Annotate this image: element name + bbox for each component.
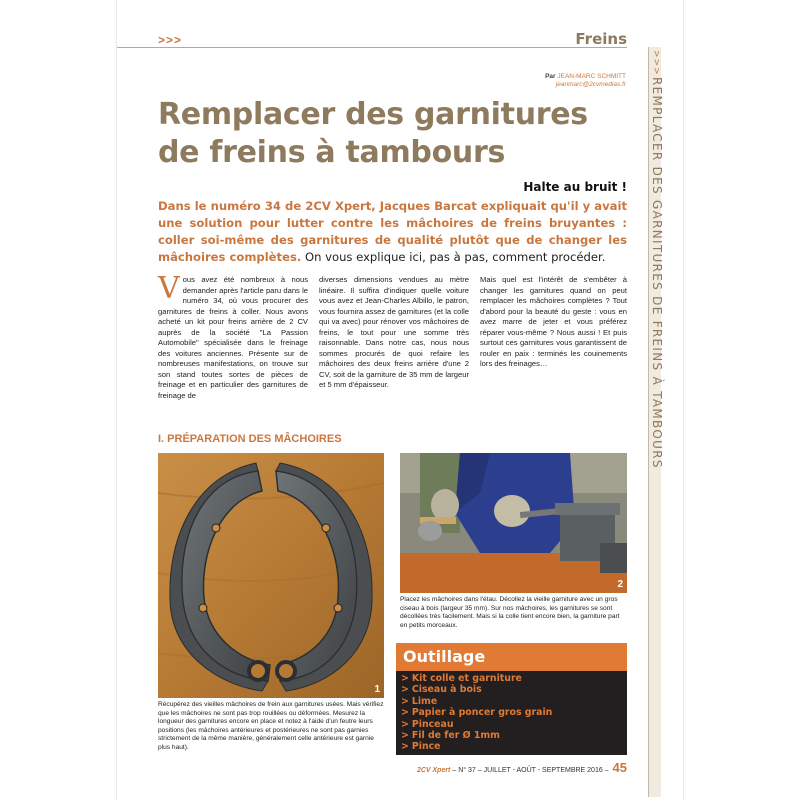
tools-item-label: Papier à poncer gros grain	[411, 707, 553, 719]
body-column-1	[158, 271, 308, 401]
tools-item-marker: >	[401, 707, 409, 719]
photo-brake-shoes	[158, 453, 384, 698]
column-1-text: ous avez été nombreux à nous demander après l'article paru dans le numéro 34, où vous procurer des garnitures de freins à coller. Nous avons acheté un kit pour freins arrière de 2 CV auprès de la société "La Passion Automobile" spécialisée dans le freinage des voitures anciennes. Présente sur de nombreuses manifestations, on trouve sur son stand toutes sortes de pièces de freinage et en particulier des garnitures de freinage de	[158, 275, 308, 400]
tools-item-label: Pince	[411, 741, 441, 753]
page-footer	[417, 760, 627, 775]
photo-workshop-vise	[400, 453, 627, 593]
byline-author: JEAN-MARC SCHMITT	[557, 73, 626, 80]
byline-email: jeanmarc@2cvmedias.fr	[555, 81, 626, 88]
side-title: REMPLACER DES GARNITURES DE FREINS À TAMBOURS	[650, 77, 664, 469]
standfirst-end: On vous explique ici, pas à pas, comment procéder.	[301, 250, 606, 264]
tools-item-label: Fil de fer Ø 1mm	[411, 730, 500, 742]
vise-chisel-illustration	[400, 453, 627, 593]
byline	[545, 73, 626, 89]
section-subhead: I. PRÉPARATION DES MÂCHOIRES	[158, 433, 342, 445]
tools-item-marker: >	[401, 673, 409, 684]
standfirst-lead: Dans le numéro 34 de 2CV Xpert, Jacques Barcat expliquait qu'il y avait une solution pour lutter contre les mâchoires de freins bruyantes : coller soi-même des garnitures de qualité plutôt que de changer les mâchoires complètes.	[158, 199, 627, 264]
article-title	[158, 96, 588, 172]
body-column-2: diverses dimensions vendues au mètre linéaire. Il suffira d'indiquer quelle voiture vous avez et Jean-Charles Albillo, le patron, vous fournira assez de garnitures (et la colle qui va avec) pour rénover vos mâchoires de freins, le tout pour une somme très raisonnable. Dans notre cas, nous nous sommes procurés de quoi refaire les mâchoires des deux freins arrière d'une 2 CV, soit de la garniture de 35 mm de largeur et 5 mm d'épaisseur.	[319, 275, 469, 389]
photo-1-caption: Récupérez des vieilles mâchoires de frein aux garnitures usées. Mais vérifiez que les mâchoires ne sont pas trop rouillées ou déformées. Mesurez la longueur des garnitures encore en place et notez à l'aide d'un feutre leurs positions (les mâchoires antérieures et postérieures ne sont pas garnies strictement de la même manière, généralement celle antérieure est garnie plus haut).	[158, 701, 384, 751]
tools-item-label: Ciseau à bois	[411, 684, 482, 696]
header-rule	[117, 47, 627, 48]
tools-item	[401, 730, 552, 741]
header-chevrons: >>>	[158, 33, 183, 47]
title-line-1: Remplacer des garnitures	[158, 97, 588, 132]
tools-item	[401, 719, 552, 730]
tools-item-label: Lime	[411, 695, 438, 707]
photo-2-caption: Placez les mâchoires dans l'étau. Décollez la vieille garniture avec un gros ciseau à bois (largeur 35 mm). Sur nos mâchoires, les garnitures se sont décollées très facilement. Mais si la colle tient encore bien, la garniture part en petits morceaux.	[400, 596, 620, 629]
footer-issue: – N° 37 – JUILLET - AOÛT - SEPTEMBRE 2016 –	[452, 767, 609, 774]
tools-item-marker: >	[401, 684, 409, 696]
tools-box-header	[396, 643, 627, 671]
tools-item-label: Pinceau	[411, 718, 454, 730]
tools-list	[401, 673, 552, 753]
tools-item	[401, 707, 552, 718]
side-chevrons: >>>	[651, 50, 661, 76]
tools-box	[396, 643, 627, 755]
photo-1-number: 1	[374, 684, 380, 695]
footer-magazine: 2CV Xpert	[416, 767, 451, 774]
tools-item	[401, 684, 552, 695]
tools-item	[401, 673, 552, 684]
standfirst	[158, 198, 627, 266]
tools-title: Outillage	[403, 647, 486, 666]
tools-item-marker: >	[401, 695, 409, 707]
tools-item-label: Kit colle et garniture	[411, 673, 522, 684]
byline-par: Par	[545, 73, 556, 80]
section-title: Freins	[575, 30, 627, 48]
tools-item-marker: >	[401, 730, 409, 742]
tools-item-marker: >	[401, 718, 409, 730]
tools-item-marker: >	[401, 741, 409, 753]
kicker: Halte au bruit !	[523, 180, 627, 194]
photo-2-number: 2	[617, 579, 623, 590]
body-column-3: Mais quel est l'intérêt de s'embêter à changer les garnitures quand on peut remplacer les mâchoires complètes ? Tout d'abord pour la beauté du geste : vous en avez marre de jeter et vous préférez réparer vous-même ? Nous aussi ! Et puis surtout ces garnitures vous garantissent de rouler en paix : terminés les couinements lors des freinages…	[480, 275, 627, 368]
title-line-2: de freins à tambours	[158, 135, 506, 170]
brake-shoes-illustration	[158, 453, 384, 698]
tools-item	[401, 741, 552, 752]
tools-item	[401, 696, 552, 707]
page-number: 45	[612, 760, 627, 775]
drop-cap: V	[158, 271, 180, 306]
